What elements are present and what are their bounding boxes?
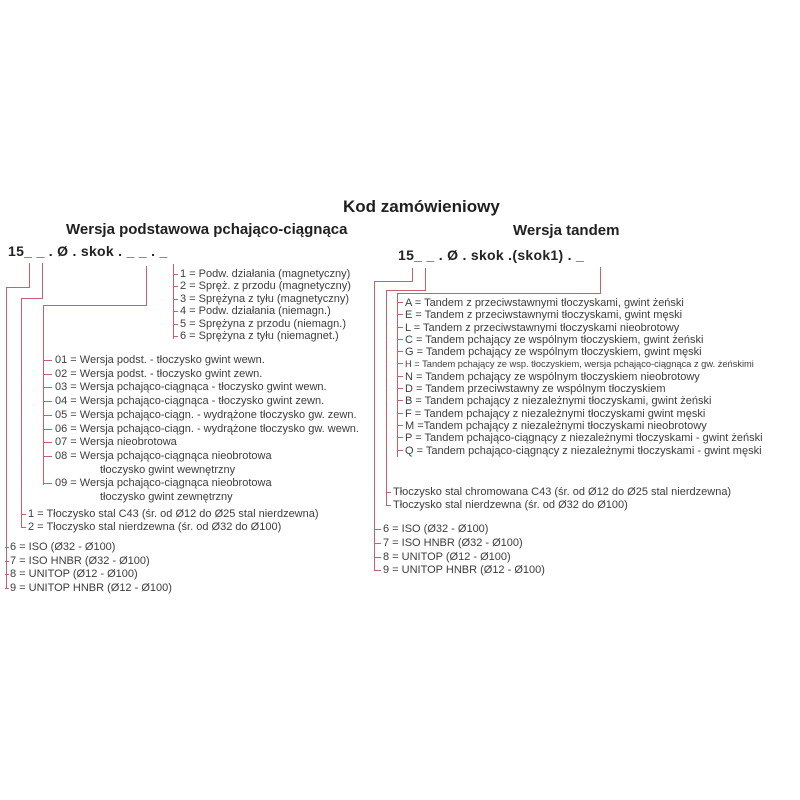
tandem-options-list	[405, 297, 763, 457]
list-item: 1 = Tłoczysko stal C43 (śr. od Ø12 do Ø25 stal nierdzewna)	[28, 508, 319, 520]
list-item: 9 = UNITOP HNBR (Ø12 - Ø100)	[383, 564, 545, 577]
connector-line	[6, 287, 7, 589]
list-item: 7 = ISO HNBR (Ø32 - Ø100)	[10, 555, 172, 569]
list-item: 07 = Wersja nieobrotowa	[55, 436, 359, 450]
basic-version-options-list	[55, 354, 359, 505]
connector-line	[21, 298, 43, 299]
subtitle-tandem-version: Wersja tandem	[513, 222, 620, 239]
connector-line	[42, 263, 43, 299]
list-item: 3 = Sprężyna z tyłu (magnetyczny)	[180, 292, 350, 305]
connector-line	[425, 268, 426, 291]
list-item: 04 = Wersja pchająco-ciągnąca - tłoczysko gwint zewn.	[55, 395, 359, 409]
list-item: 8 = UNITOP (Ø12 - Ø100)	[10, 568, 172, 582]
list-item: 01 = Wersja podst. - tłoczysko gwint wewn.	[55, 354, 359, 368]
connector-line	[6, 287, 30, 288]
basic-seal-options-list	[10, 541, 172, 595]
connector-line	[386, 290, 387, 506]
tandem-seal-options-list	[383, 523, 545, 578]
list-item: D = Tandem przeciwstawny ze wspólnym tłoczyskiem	[405, 383, 763, 395]
list-item: 1 = Podw. działania (magnetyczny)	[180, 268, 351, 280]
list-item: 5 = Sprężyna z przodu (niemagn.)	[180, 318, 351, 330]
connector-line	[43, 305, 44, 485]
connector-line	[600, 267, 601, 294]
list-item: 02 = Wersja podst. - tłoczysko gwint zewn.	[55, 368, 359, 382]
list-item: 9 = UNITOP HNBR (Ø12 - Ø100)	[10, 581, 172, 594]
list-item: C = Tandem pchający ze wspólnym tłoczyskiem, gwint żeński	[405, 334, 763, 346]
list-item: M =Tandem pchający z niezależnymi tłoczyskami nieobrotowy	[405, 420, 763, 432]
connector-line	[146, 266, 147, 306]
list-item: 6 = ISO (Ø32 - Ø100)	[10, 541, 172, 555]
list-item: Tłoczysko stal chromowana C43 (śr. od Ø12 do Ø25 stal nierdzewna)	[393, 486, 732, 498]
connector-line	[412, 268, 413, 282]
list-item: 8 = UNITOP (Ø12 - Ø100)	[383, 551, 545, 565]
list-item: 2 = Tłoczysko stal nierdzewna (śr. od Ø32 do Ø100)	[28, 521, 319, 534]
list-item: P = Tandem pchająco-ciągnący z niezależnymi tłoczyskami - gwint żeński	[405, 432, 763, 445]
connector-line	[386, 290, 426, 291]
connector-line	[397, 293, 601, 294]
connector-line	[173, 264, 174, 339]
list-item: F = Tandem pchający z niezależnymi tłoczyskami gwint męski	[405, 408, 763, 420]
list-item: 06 = Wersja pchająco-ciągn. - wydrążone tłoczysko gw. wewn.	[55, 422, 359, 435]
list-item: 08 = Wersja pchająco-ciągnąca nieobrotowa tłoczysko gwint wewnętrzny	[55, 450, 359, 477]
order-code-tandem: 15_ _ . Ø . skok .(skok1) . _	[398, 247, 585, 263]
connector-line	[43, 305, 147, 306]
connector-line	[21, 298, 22, 528]
list-item: 7 = ISO HNBR (Ø32 - Ø100)	[383, 537, 545, 551]
list-item: A = Tandem z przeciwstawnymi tłoczyskami, gwint żeński	[405, 297, 763, 309]
list-item: 05 = Wersja pchająco-ciągn. - wydrążone tłoczysko gw. zewn.	[55, 409, 359, 423]
list-item: 4 = Podw. działania (niemagn.)	[180, 305, 351, 317]
connector-line	[29, 263, 30, 287]
basic-rod-options-list	[28, 508, 319, 534]
list-item: 6 = ISO (Ø32 - Ø100)	[383, 523, 545, 537]
list-item: L = Tandem z przeciwstawnymi tłoczyskami nieobrotowy	[405, 322, 763, 334]
tandem-rod-options-list	[393, 486, 731, 512]
list-item: 2 = Spręż. z przodu (magnetyczny)	[180, 280, 351, 293]
list-item: G = Tandem pchający ze wspólnym tłoczyskiem, gwint męski	[405, 346, 763, 358]
list-item: E = Tandem z przeciwstawnymi tłoczyskami, gwint męski	[405, 309, 763, 321]
page-title: Kod zamówieniowy	[343, 197, 500, 216]
list-item: N = Tandem pchający ze wspólnym tłoczyskiem nieobrotowy	[405, 371, 763, 383]
list-item: B = Tandem pchający z niezależnymi tłoczyskami, gwint żeński	[405, 395, 763, 407]
list-item: 03 = Wersja pchająco-ciągnąca - tłoczysko gwint wewn.	[55, 381, 359, 395]
basic-type-options-list	[180, 268, 351, 342]
connector-line	[374, 281, 375, 571]
order-code-basic: 15_ _ . Ø . skok . _ _ . _	[8, 243, 168, 259]
list-item: 6 = Sprężyna z tyłu (niemagnet.)	[180, 330, 351, 342]
list-item: Tłoczysko stal nierdzewna (śr. od Ø32 do Ø100)	[393, 499, 731, 512]
list-item: 09 = Wersja pchająco-ciągnąca nieobrotowa tłoczysko gwint zewnętrzny	[55, 477, 359, 504]
list-item: H = Tandem pchający ze wsp. tłoczyskiem, wersja pchająco-ciągnąca z gw. żeńskimi	[405, 358, 763, 370]
connector-line	[374, 281, 413, 282]
list-item: Q = Tandem pchająco-ciągnący z niezależnymi tłoczyskami - gwint męski	[405, 444, 762, 457]
subtitle-basic-version: Wersja podstawowa pchająco-ciągnąca	[66, 221, 348, 238]
